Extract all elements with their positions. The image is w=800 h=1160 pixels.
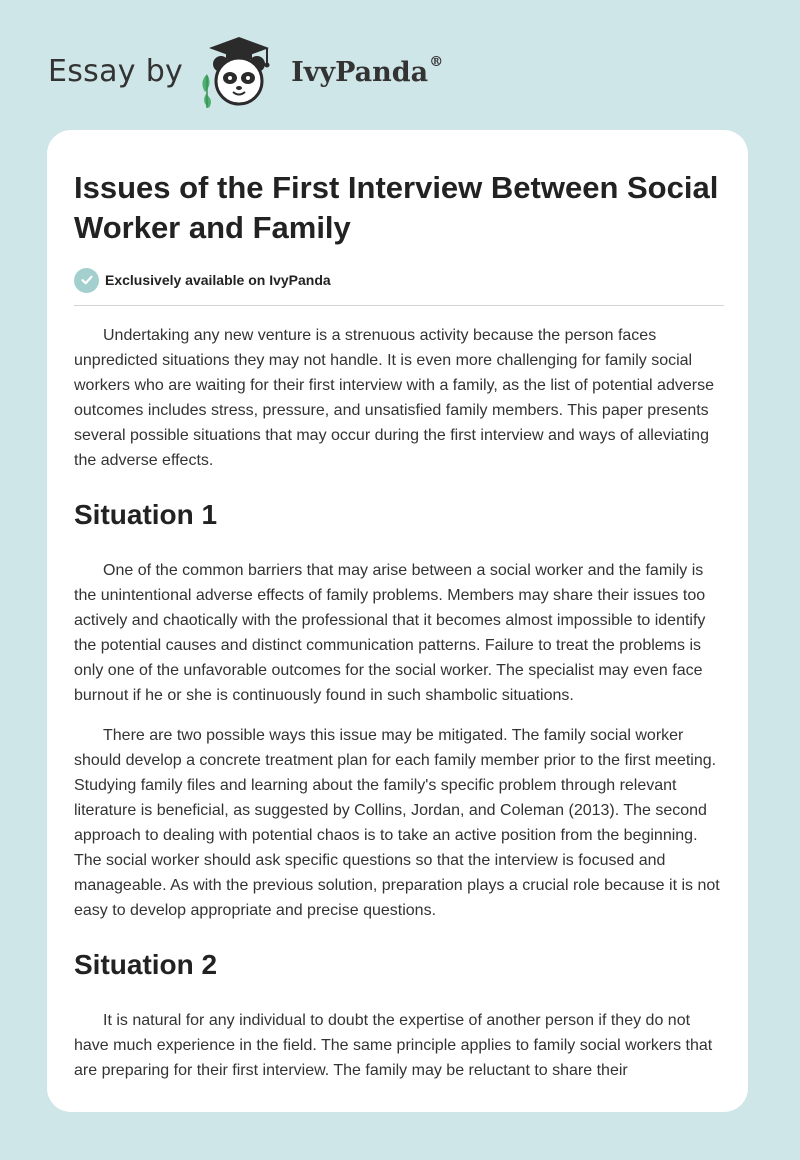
- intro-paragraph: Undertaking any new venture is a strenuous activity because the person faces unpredicted situations they may not handle. It is even more challenging for family social workers who are waiting for their first interview with a family, as the list of potential adverse outcomes includes stress, pressure, and unsatisfied family members. This paper presents several possible situations that may occur during the first interview and ways of alleviating the adverse effects.: [74, 327, 714, 469]
- body-paragraph: There are two possible ways this issue may be mitigated. The family social worker should develop a concrete treatment plan for each family member prior to the first meeting. Studying family files and learning about the family's specific problem through relevant literature is beneficial, as suggested by Collins, Jordan, and Coleman (2013). The second approach to dealing with potential chaos is to take an active position from the beginning. The social worker should ask specific questions so that the interview is focused and manageable. As with the previous solution, preparation plays a crucial role because it is not easy to develop appropriate and precise questions.: [74, 727, 720, 919]
- section-heading-situation-1: Situation 1: [74, 499, 218, 530]
- body-paragraph: It is natural for any individual to doubt the expertise of another person if they do not have much experience in the field. The same principle applies to family social workers that are preparing for their first interview. The family may be reluctant to share their: [74, 1012, 713, 1079]
- body-paragraph: One of the common barriers that may arise between a social worker and the family is the unintentional adverse effects of family problems. Members may share their issues too actively and chaotically with the professional that it becomes almost impossible to identify the potential causes and distinct communication patterns. Failure to treat the problems is only one of the unfavorable outcomes for the social worker. The specialist may even face burnout if he or she is continuously found in such shambolic situations.: [74, 562, 706, 704]
- article-content: [74, 130, 724, 1083]
- divider: [74, 305, 724, 306]
- exclusive-badge: [74, 266, 724, 294]
- panda-graduate-icon: [197, 34, 287, 110]
- check-circle-icon: [74, 268, 99, 293]
- section-heading-situation-2: Situation 2: [74, 949, 218, 980]
- page-title: Issues of the First Interview Between Social Worker and Family: [74, 170, 719, 245]
- brand-prefix: Essay by: [48, 54, 184, 89]
- article-card: [47, 130, 748, 1112]
- registered-mark: ®: [429, 53, 444, 70]
- brand-header[interactable]: [48, 34, 443, 110]
- exclusive-label: Exclusively available on IvyPanda: [105, 272, 331, 288]
- brand-name: IvyPanda®: [291, 53, 444, 88]
